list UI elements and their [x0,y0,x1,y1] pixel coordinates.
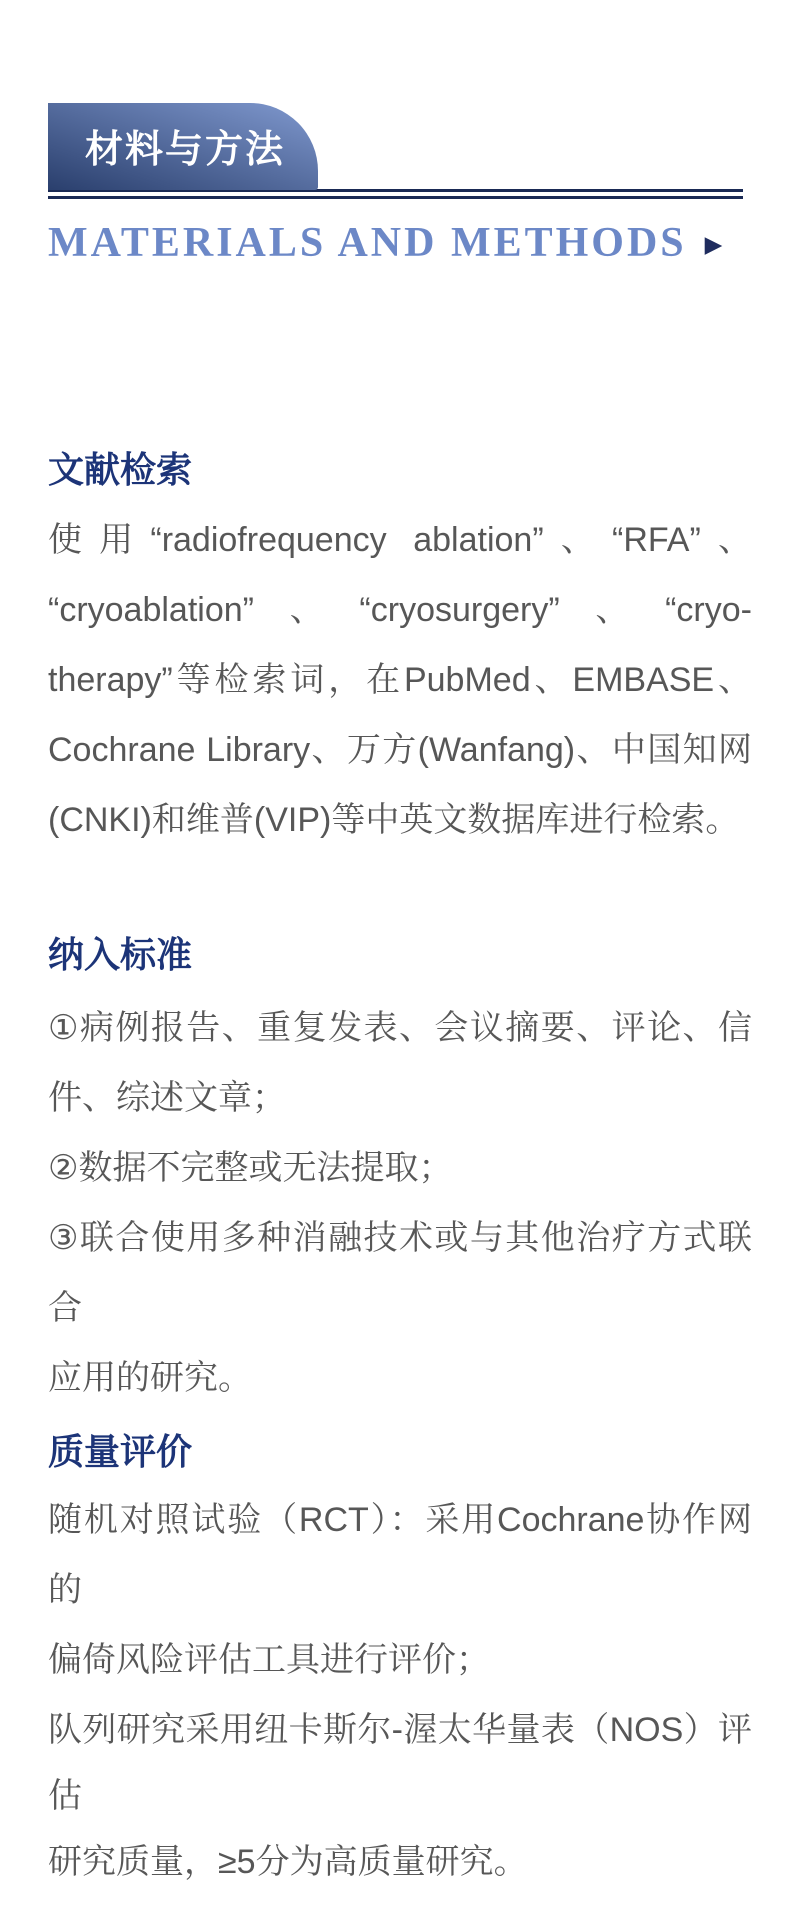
text-line: ③联合使用多种消融技术或与其他治疗方式联合 [48,1219,752,1327]
english-title-row [48,219,722,267]
paragraph-group-inclusion-criteria [48,993,752,1413]
text-line: Cochrane Library、万方(Wanfang)、中国知网 [48,731,752,769]
heading-quality-evaluation: 质量评价 [48,1431,193,1472]
heading-literature-search: 文献检索 [48,449,193,490]
english-section-title: MATERIALS AND METHODS [48,220,687,266]
paragraph-criterion-2 [48,1133,752,1203]
text-line: therapy”等检索词，在PubMed、EMBASE、 [48,661,752,699]
text-line: 随机对照试验（RCT）：采用Cochrane协作网的 [48,1501,752,1609]
banner-title-zh: 材料与方法 [85,129,286,171]
text-line: ②数据不完整或无法提取； [48,1149,453,1187]
text-line: “cryoablation”、“cryosurgery”、“cryo- [48,591,752,629]
double-rule-divider [48,189,743,199]
section-banner [48,103,318,190]
text-line: 使用“radiofrequency ablation”、“RFA”、 [48,521,752,559]
paragraph-literature-search [48,505,752,855]
play-triangle-icon: ▶ [704,230,723,257]
text-line: 偏倚风险评估工具进行评价； [48,1641,490,1679]
paragraph-rct-evaluation [48,1485,752,1695]
paragraph-cohort-evaluation [48,1697,752,1895]
heading-inclusion-criteria: 纳入标准 [48,934,193,975]
text-line: (CNKI)和维普(VIP)等中英文数据库进行检索。 [48,801,740,839]
text-line: ①病例报告、重复发表、会议摘要、评论、信 [48,1009,752,1047]
text-line: 队列研究采用纽卡斯尔-渥太华量表（NOS）评估 [48,1711,752,1815]
text-line: 件、综述文章； [48,1079,286,1117]
text-line: 应用的研究。 [48,1359,252,1397]
paragraph-criterion-3 [48,1203,752,1413]
text-line: 研究质量，≥5分为高质量研究。 [48,1843,528,1881]
paragraph-criterion-1 [48,993,752,1133]
